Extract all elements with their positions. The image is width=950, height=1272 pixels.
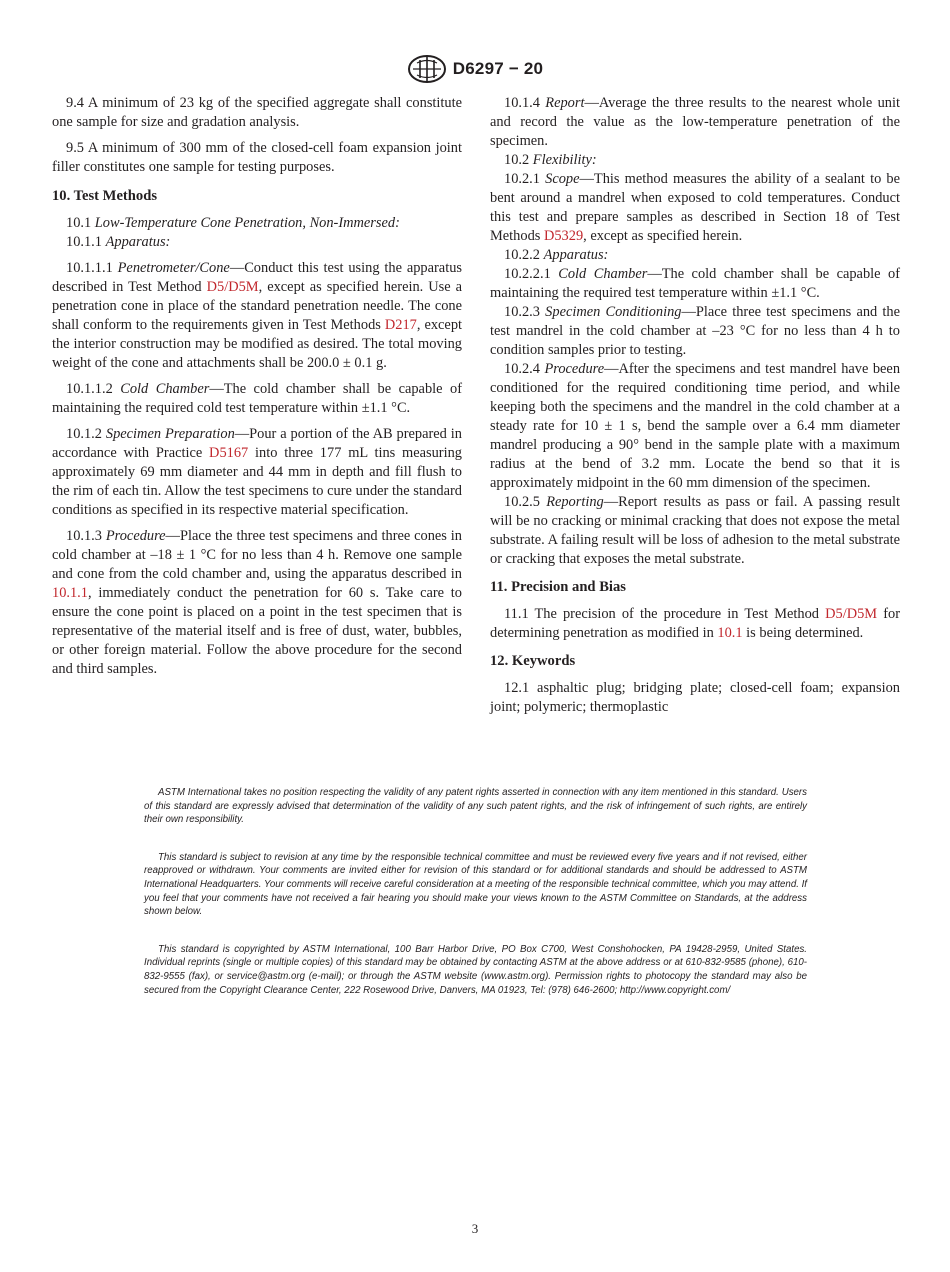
- reference-link[interactable]: D5/D5M: [825, 606, 878, 622]
- paragraph-10-2-4: 10.2.4 Procedure—After the specimens and test mandrel have been conditioned for the required conditioning time period, and while keeping both the specimens and the mandrel in the cold chamber at a steady rate for 10 ± 1 s, bend the sample over a 6.4 mm diameter mandrel producing a 90° bend in the sample plate with a maximum radius at the bend of 3.2 mm. Locate the bend so that it is approximately midpoint in the 60 mm dimension of the specimen.: [490, 361, 901, 491]
- document-designation: D6297 − 20: [452, 59, 544, 78]
- reference-link[interactable]: 10.1: [717, 625, 743, 641]
- legal-footer: [144, 786, 807, 1021]
- patent-notice: ASTM International takes no position respecting the validity of any patent rights asserted in connection with any item mentioned in this standard. Users of this standard are expressly advised that determination of the validity of any such patent rights, and the risk of infringement of such rights, are entirely their own responsibility.: [144, 787, 807, 826]
- paragraph-11-1: 11.1 The precision of the procedure in Test Method D5/D5M for determining penetration as modified in 10.1 is being determined.: [490, 606, 900, 641]
- section-heading-precision-and-bias: 11. Precision and Bias: [490, 579, 626, 595]
- paragraph-10-2-5: 10.2.5 Reporting—Report results as pass or fail. A passing result will be no cracking or minimal cracking that does not expose the metal substrate. A failing result will be loss of adhesion to the metal substrate or cracking that exposes the metal substrate.: [490, 494, 900, 567]
- page-number: 3: [471, 1221, 479, 1236]
- paragraph-10-1-1: 10.1.1 Apparatus:: [66, 234, 171, 250]
- paragraph-9-4: 9.4 A minimum of 23 kg of the specified aggregate shall constitute one sample for size and gradation analysis.: [52, 95, 462, 130]
- paragraph-10-1-3: 10.1.3 Procedure—Place the three test specimens and three cones in cold chamber at –18 ± 1 °C for no less than 4 h. Remove one sample and cone from the cold chamber and, using the apparatus described in 10.1.1, immediately conduct the penetration for 60 s. Take care to ensure the cone point is placed on a point in the test specimen that is representative of the material itself and is free of dust, water, bubbles, or other foreign material. Follow the above procedure for the second and third samples.: [52, 528, 462, 677]
- paragraph-10-1-2: 10.1.2 Specimen Preparation—Pour a portion of the AB prepared in accordance with Practice D5167 into three 177 mL tins measuring approximately 69 mm diameter and 44 mm in depth and fill flush to the rim of each tin. Allow the test specimens to cure under the standard conditions as specified in its respective material specification.: [52, 426, 462, 518]
- paragraph-10-1-4: 10.1.4 Report—Average the three results to the nearest whole unit and record the value as the low-temperature penetration of the specimen.: [490, 95, 900, 149]
- reference-link[interactable]: D5167: [209, 445, 249, 461]
- section-heading-test-methods: 10. Test Methods: [52, 188, 158, 204]
- revision-notice: This standard is subject to revision at any time by the responsible technical committee and must be reviewed every five years and if not revised, either reapproved or withdrawn. Your comments are invited either for revision of this standard or for additional standards and should be addressed to ASTM International Headquarters. Your comments will receive careful consideration at a meeting of the responsible technical committee, which you may attend. If you feel that your comments have not received a fair hearing you should make your views known to the ASTM Committee on Standards, at the address shown below.: [144, 851, 807, 918]
- section-heading-keywords: 12. Keywords: [490, 653, 576, 669]
- reference-link[interactable]: D217: [384, 317, 417, 333]
- paragraph-10-2-1: 10.2.1 Scope—This method measures the ability of a sealant to be bent around a mandrel when exposed to cold temperatures. Conduct this test and prepare samples as described in Section 18 of Test Methods D5329, except as specified herein.: [490, 171, 900, 244]
- astm-logo-icon: [407, 54, 447, 84]
- page-header: [0, 52, 950, 86]
- paragraph-10-1-1-2: 10.1.1.2 Cold Chamber—The cold chamber shall be capable of maintaining the required cold test temperature within ±1.1 °C.: [52, 381, 462, 416]
- copyright-notice: This standard is copyrighted by ASTM International, 100 Barr Harbor Drive, PO Box C700, West Conshohocken, PA 19428-2959, United States. Individual reprints (single or multiple copies) of this standard may be obtained by contacting ASTM at the above address or at 610-832-9585 (phone), 610-832-9555 (fax), or service@astm.org (e-mail); or through the ASTM website (www.astm.org). Permission rights to photocopy the standard may also be secured from the Copyright Clearance Center, 222 Rosewood Drive, Danvers, MA 01923, Tel: (978) 646-2600; http://www.copyright.com/: [144, 943, 807, 996]
- paragraph-10-2-2-1: 10.2.2.1 Cold Chamber—The cold chamber shall be capable of maintaining the required test temperature within ±1.1 °C.: [490, 266, 900, 301]
- reference-link[interactable]: D5/D5M: [206, 279, 259, 295]
- paragraph-10-2: 10.2 Flexibility:: [504, 152, 597, 168]
- paragraph-10-2-2: 10.2.2 Apparatus:: [504, 247, 609, 263]
- paragraph-10-1-1-1: 10.1.1.1 Penetrometer/Cone—Conduct this test using the apparatus described in Test Method D5/D5M, except as specified herein. Use a penetration cone in place of the standard penetration needle. The cone shall conform to the requirements given in Test Methods D217, except the interior construction may be modified as desired. The total moving weight of the cone and attachments shall be 200.0 ± 0.1 g.: [52, 260, 463, 371]
- paragraph-12-1: 12.1 asphaltic plug; bridging plate; closed-cell foam; expansion joint; polymeric; thermoplastic: [490, 680, 900, 715]
- paragraph-10-2-3: 10.2.3 Specimen Conditioning—Place three test specimens and the test mandrel in the cold chamber at –23 °C for no less than 4 h to condition samples prior to testing.: [490, 304, 901, 358]
- paragraph-10-1: 10.1 Low-Temperature Cone Penetration, Non-Immersed:: [66, 215, 400, 231]
- reference-link[interactable]: D5329: [543, 228, 584, 244]
- reference-link[interactable]: 10.1.1: [52, 585, 88, 601]
- left-column: [52, 94, 462, 686]
- paragraph-9-5: 9.5 A minimum of 300 mm of the closed-cell foam expansion joint filler constitutes one sample for testing purposes.: [52, 140, 462, 175]
- right-column: [490, 94, 900, 724]
